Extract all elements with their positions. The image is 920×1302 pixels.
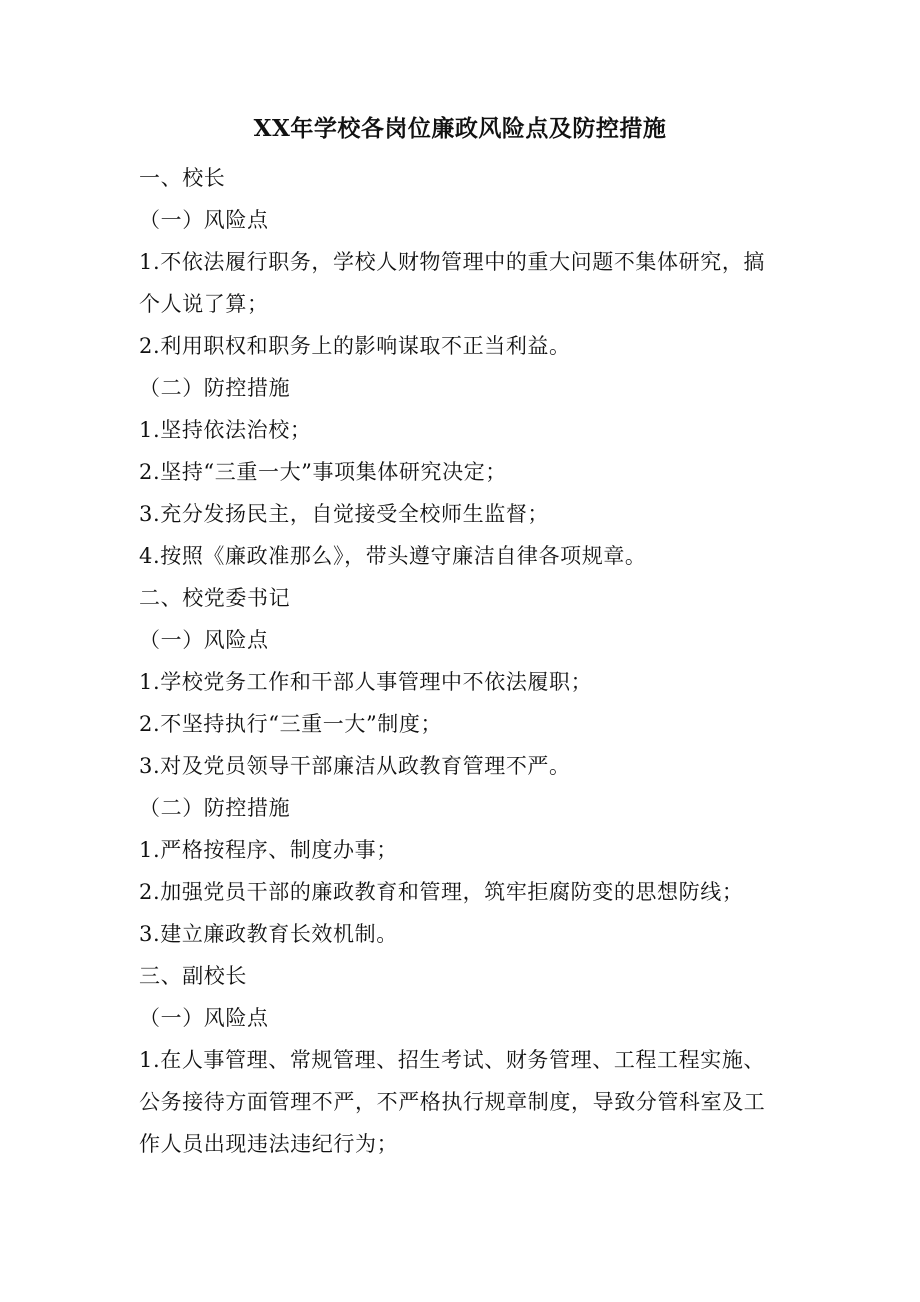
list-item: 3.建立廉政教育长效机制。	[139, 922, 398, 946]
document-title: XX年学校各岗位廉政风险点及防控措施	[253, 115, 667, 142]
subsection-heading: （一）风险点	[139, 628, 269, 652]
list-item: 2.加强党员干部的廉政教育和管理，筑牢拒腐防变的思想防线；	[139, 880, 744, 904]
list-item-continuation: 个人说了算；	[139, 292, 269, 316]
section-heading: 二、校党委书记	[139, 586, 291, 610]
list-item: 1.不依法履行职务，学校人财物管理中的重大问题不集体研究，搞	[139, 250, 766, 274]
list-item: 2.坚持“三重一大”事项集体研究决定；	[139, 460, 507, 484]
section-heading: 三、副校长	[139, 964, 247, 988]
subsection-heading: （一）风险点	[139, 208, 269, 232]
list-item: 2.不坚持执行“三重一大”制度；	[139, 712, 443, 736]
list-item: 1.在人事管理、常规管理、招生考试、财务管理、工程工程实施、	[139, 1048, 766, 1072]
document-body	[139, 157, 779, 1165]
list-item: 3.对及党员领导干部廉洁从政教育管理不严。	[139, 754, 571, 778]
list-item: 2.利用职权和职务上的影响谋取不正当利益。	[139, 334, 571, 358]
list-item-continuation: 作人员出现违法违纪行为；	[139, 1132, 399, 1156]
list-item: 4.按照《廉政准那么》，带头遵守廉洁自律各项规章。	[139, 544, 647, 568]
subsection-heading: （二）防控措施	[139, 796, 291, 820]
list-item-continuation: 公务接待方面管理不严，不严格执行规章制度，导致分管科室及工	[139, 1090, 766, 1114]
subsection-heading: （二）防控措施	[139, 376, 291, 400]
section-heading: 一、校长	[139, 166, 226, 190]
list-item: 3.充分发扬民主，自觉接受全校师生监督；	[139, 502, 550, 526]
subsection-heading: （一）风险点	[139, 1006, 269, 1030]
list-item: 1.学校党务工作和干部人事管理中不依法履职；	[139, 670, 593, 694]
list-item: 1.坚持依法治校；	[139, 418, 312, 442]
list-item: 1.严格按程序、制度办事；	[139, 838, 398, 862]
